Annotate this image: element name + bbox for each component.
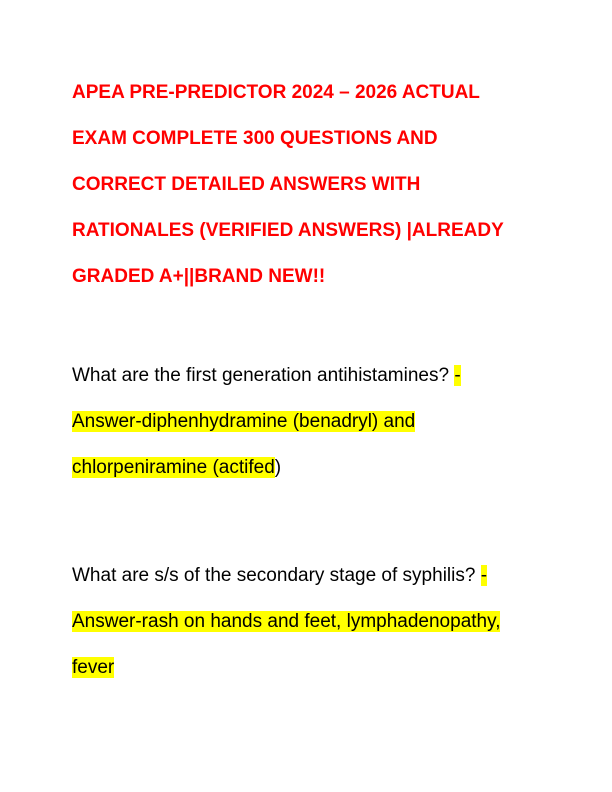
answer-text: chlorpeniramine (actifed	[72, 457, 275, 478]
title-line: RATIONALES (VERIFIED ANSWERS) |ALREADY	[72, 220, 504, 241]
question-text: What are the first generation antihistamines?	[72, 365, 455, 386]
question-line	[72, 553, 542, 599]
answer-marker: -	[480, 565, 488, 586]
answer-text: fever	[72, 657, 115, 678]
qa-item	[72, 353, 542, 491]
qa-item	[72, 553, 542, 691]
title-line: EXAM COMPLETE 300 QUESTIONS AND	[72, 128, 438, 149]
question-text: What are s/s of the secondary stage of syphilis?	[72, 565, 481, 586]
answer-line	[72, 599, 542, 645]
title-line: APEA PRE-PREDICTOR 2024 – 2026 ACTUAL	[72, 82, 480, 103]
answer-line	[72, 445, 542, 491]
answer-line	[72, 645, 542, 691]
question-line	[72, 353, 542, 399]
answer-line	[72, 399, 542, 445]
document-title	[72, 70, 542, 300]
answer-text: Answer-diphenhydramine (benadryl) and	[72, 411, 416, 432]
title-line: GRADED A+||BRAND NEW!!	[72, 266, 326, 287]
answer-tail: )	[274, 457, 282, 478]
answer-text: Answer-rash on hands and feet, lymphadenopathy,	[72, 611, 501, 632]
answer-marker: -	[454, 365, 461, 386]
title-line: CORRECT DETAILED ANSWERS WITH	[72, 174, 421, 195]
